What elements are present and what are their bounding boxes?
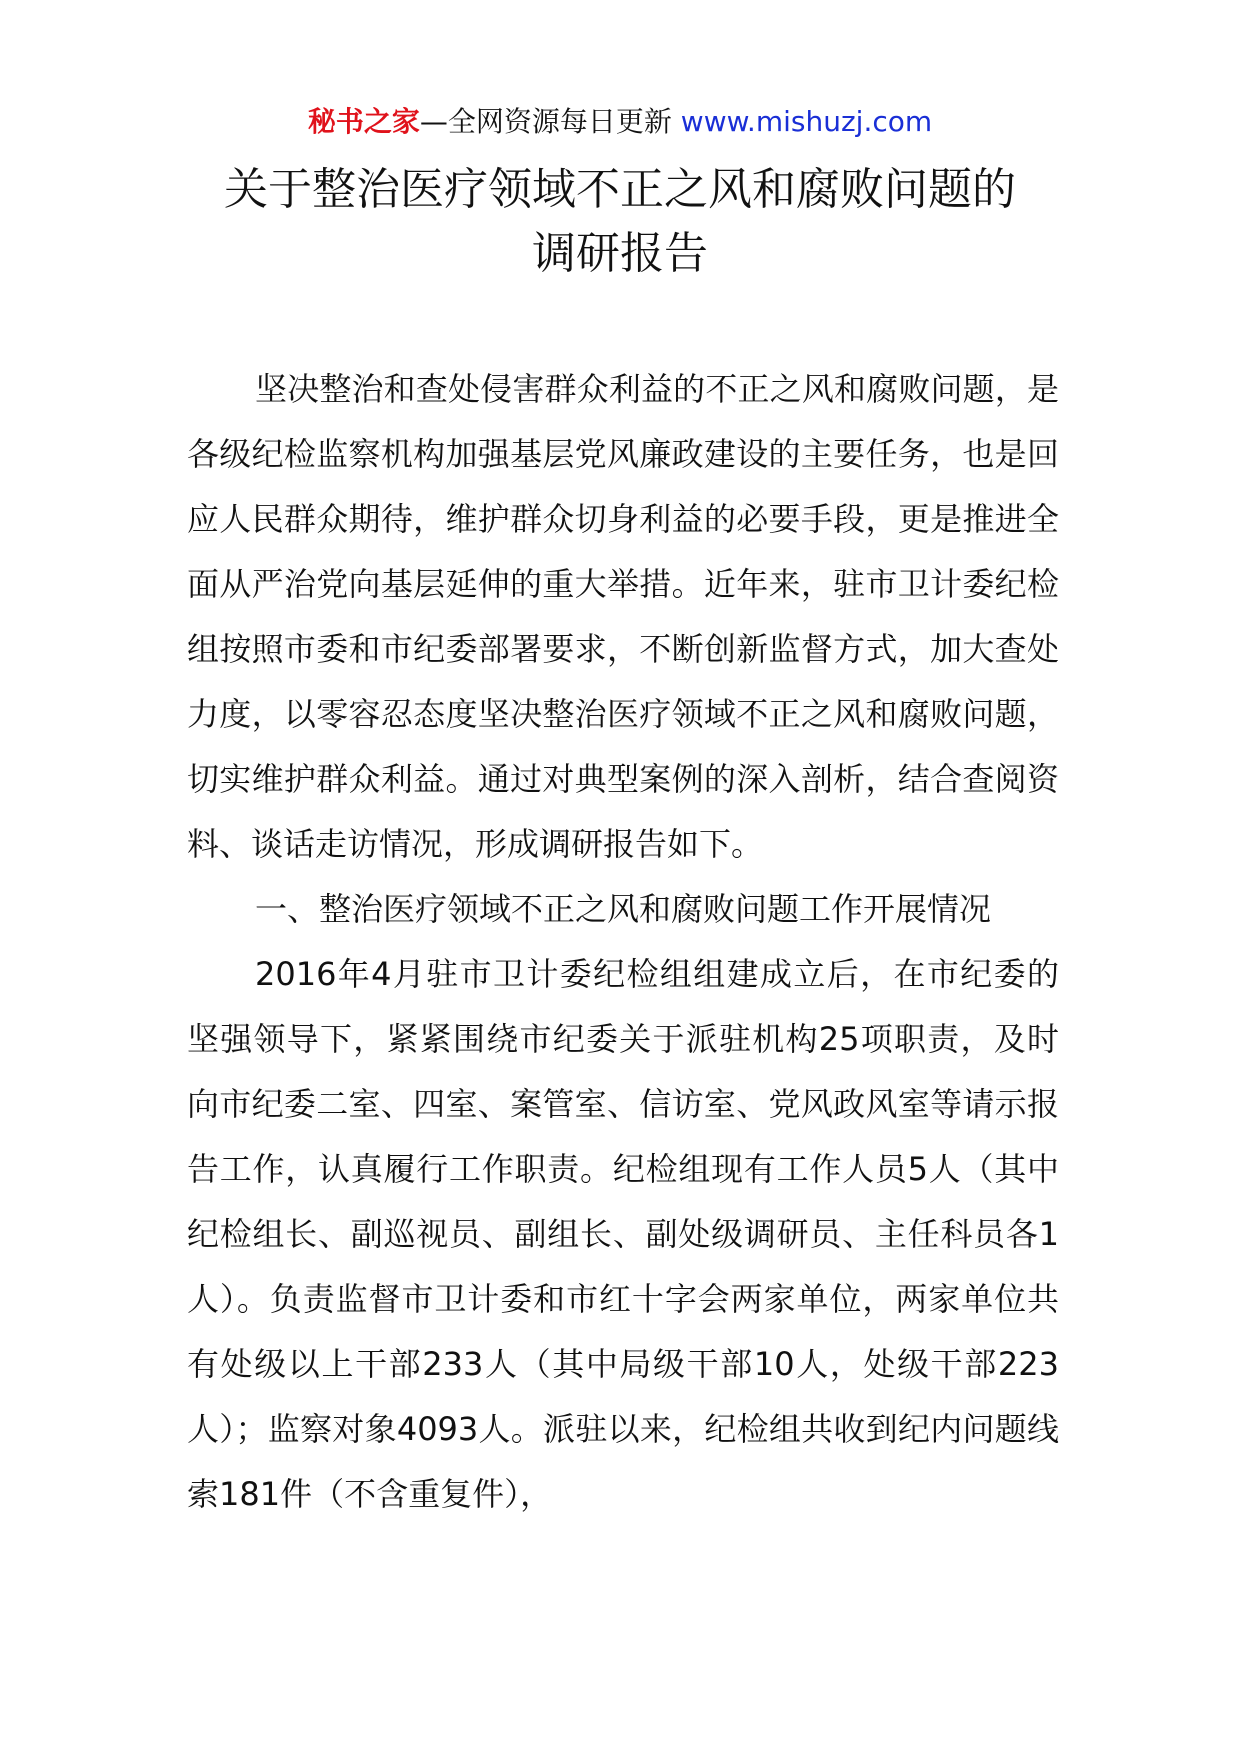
document-body <box>187 357 1059 1527</box>
body-paragraph: 2016年4月驻市卫计委纪检组组建成立后，在市纪委的坚强领导下，紧紧围绕市纪委关于派驻机构25项职责，及时向市纪委二室、四室、案管室、信访室、党风政风室等请示报告工作，认真履行工作职责。纪检组现有工作人员5人（其中纪检组长、副巡视员、副组长、副处级调研员、主任科员各1人）。负责监督市卫计委和市红十字会两家单位，两家单位共有处级以上干部233人（其中局级干部10人，处级干部223人）；监察对象4093人。派驻以来，纪检组共收到纪内问题线索181件（不含重复件）， <box>187 955 1059 1513</box>
intro-paragraph: 坚决整治和查处侵害群众利益的不正之风和腐败问题，是各级纪检监察机构加强基层党风廉政建设的主要任务，也是回应人民群众期待，维护群众切身利益的必要手段，更是推进全面从严治党向基层延伸的重大举措。近年来，驻市卫计委纪检组按照市委和市纪委部署要求，不断创新监督方式，加大查处力度，以零容忍态度坚决整治医疗领域不正之风和腐败问题，切实维护群众利益。通过对典型案例的深入剖析，结合查阅资料、谈话走访情况，形成调研报告如下。 <box>187 370 1059 863</box>
site-brand: 秘书之家 <box>307 105 420 138</box>
section-heading-1: 一、整治医疗领域不正之风和腐败问题工作开展情况 <box>255 890 992 928</box>
site-header <box>0 102 1240 142</box>
title-line-1: 关于整治医疗领域不正之风和腐败问题的 <box>224 164 1016 215</box>
site-url-link[interactable]: www.mishuzj.com <box>680 105 933 138</box>
document-title <box>0 158 1240 286</box>
title-line-2: 调研报告 <box>532 228 708 279</box>
site-tagline: —全网资源每日更新 <box>419 105 672 138</box>
